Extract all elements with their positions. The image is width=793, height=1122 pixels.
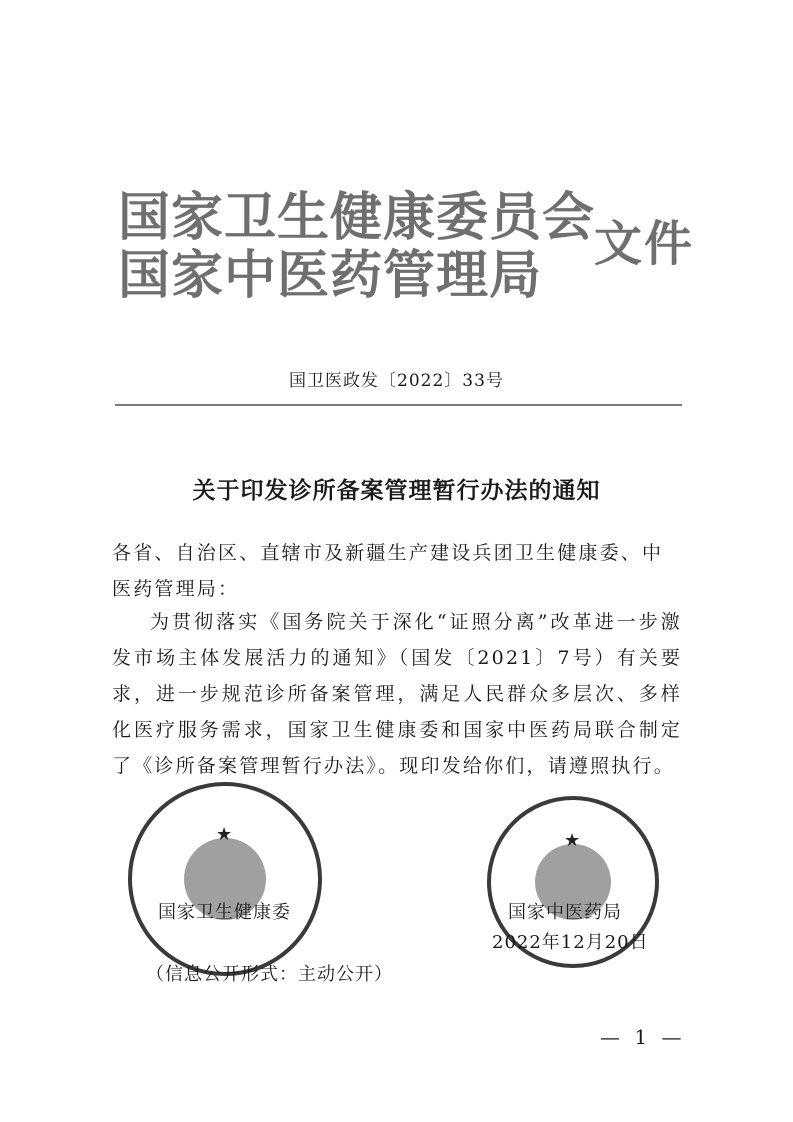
- issuer-line-2: 国家中医药管理局: [118, 246, 543, 306]
- page-number: — 1 —: [600, 1025, 686, 1049]
- star-icon: ★: [216, 824, 233, 845]
- document-header: [118, 190, 718, 310]
- official-seal-health-commission: [128, 782, 322, 976]
- document-title: 关于印发诊所备案管理暂行办法的通知: [192, 478, 601, 504]
- star-icon: ★: [564, 830, 581, 851]
- header-divider: [115, 404, 682, 406]
- body-paragraph: 为贯彻落实《国务院关于深化“证照分离”改革进一步激发市场主体发展活力的通知》（国发〔2021〕7号）有关要求，进一步规范诊所备案管理，满足人民群众多层次、多样化医疗服务需求，国家卫生健康委和国家中医药局联合制定了《诊所备案管理暂行办法》。现印发给你们，请遵照执行。: [112, 611, 682, 777]
- addressee: 各省、自治区、直辖市及新疆生产建设兵团卫生健康委、中医药管理局：: [112, 542, 664, 600]
- issuer-line-1: 国家卫生健康委员会: [118, 188, 596, 248]
- doc-type-label: 文件: [594, 216, 695, 272]
- issue-date: 2022年12月20日: [492, 932, 649, 953]
- signature-tcm-administration: 国家中医药局: [508, 902, 622, 923]
- document-number: 国卫医政发〔2022〕33号: [289, 371, 504, 391]
- signature-health-commission: 国家卫生健康委: [158, 902, 291, 923]
- disclosure-note: （信息公开形式：主动公开）: [146, 964, 393, 985]
